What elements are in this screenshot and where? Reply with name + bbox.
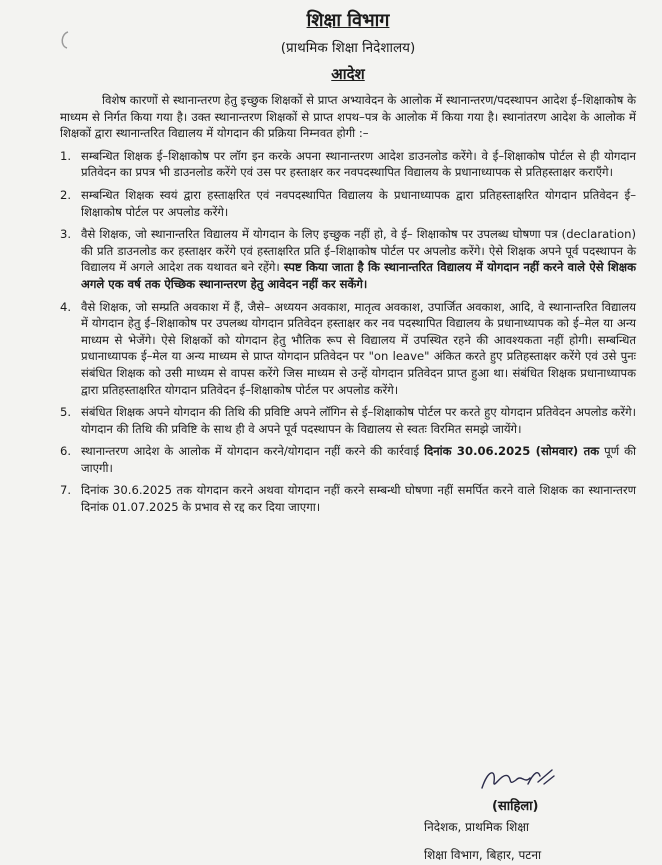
item-number: 1. <box>60 148 72 163</box>
list-item <box>60 404 636 437</box>
item-text: स्थानान्तरण आदेश के आलोक में योगदान करने/योगदान नहीं करने की कार्रवाई <box>81 444 420 459</box>
signatory-department: शिक्षा विभाग, बिहार, पटना <box>424 848 542 862</box>
item-number: 6. <box>60 444 72 459</box>
item-text: संबंधित शिक्षक अपने योगदान की तिथि की प्रविष्टि अपने लॉगिन से ई–शिक्षाकोष पोर्टल पर करते हुए योगदान प्रतिवेदन अपलोड करेंगे। योगदान की तिथि की प्रविष्टि के साथ ही वे अपने पूर्व पदस्थापन के विद्यालय से स्वतः विरमित समझे जायेंगे। <box>81 405 636 436</box>
order-heading: आदेश <box>331 65 365 83</box>
item-text: सम्बन्धित शिक्षक ई–शिक्षाकोष पर लॉग इन करके अपना स्थानान्तरण आदेश डाउनलोड करेंगे। वे ई–शिक्षाकोष पोर्टल से ही योगदान प्रतिवेदन का प्रपत्र भी डाउनलोड करेंगे एवं उस पर हस्ताक्षर कर नवपदस्थापित विद्यालय के प्रधानाध्यापक से प्रतिहस्ताक्षर कराएँगे। <box>81 148 636 180</box>
list-item <box>60 482 636 515</box>
procedure-list <box>60 148 636 516</box>
item-number: 2. <box>60 187 72 202</box>
list-item <box>60 148 636 181</box>
item-number: 7. <box>60 483 72 498</box>
handwritten-signature-icon <box>478 762 558 796</box>
department-title: शिक्षा विभाग <box>306 10 390 31</box>
list-item <box>60 299 636 399</box>
item-text: वैसे शिक्षक, जो सम्प्रति अवकाश में हैं, जैसे– अध्ययन अवकाश, मातृत्व अवकाश, उपार्जित अवकाश, आदि, वे स्थानान्तरित विद्यालय में योगदान हेतु ई–शिक्षाकोष पर उपलब्ध योगदान प्रतिवेदन हस्ताक्षर कर नव पदस्थापित विद्यालय के प्रधानाध्यापक को ई–मेल या अन्य माध्यम से भेजेंगे। ऐसे शिक्षकों को योगदान हेतु भौतिक रूप से विद्यालय में उपस्थित रहने की आवश्यकता नहीं होगी। सम्बन्धित प्रधानाध्यापक ई–मेल या अन्य माध्यम से प्राप्त योगदान प्रतिवेदन पर "on leave" अंकित करते हुए प्रतिहस्ताक्षर करेंगे एवं उसे पुनः संबंधित शिक्षक को उसी माध्यम से वापस करेंगे जिस माध्यम से उन्हें योगदान प्रतिवेदन प्राप्त हुआ था। संबंधित शिक्षक प्रधानाध्यापक द्वारा प्रतिहस्ताक्षरित योगदान प्रतिवेदन ई–शिक्षाकोष पोर्टल पर अपलोड करेंगे। <box>81 299 636 397</box>
item-text: सम्बन्धित शिक्षक स्वयं द्वारा हस्ताक्षरित एवं नवपदस्थापित विद्यालय के प्रधानाध्यापक द्वारा प्रतिहस्ताक्षरित योगदान प्रतिवेदन ई–शिक्षाकोष पोर्टल पर अपलोड करेंगे। <box>81 187 636 219</box>
item-tail-text: पूर्ण की जाएगी। <box>81 444 637 475</box>
list-item <box>60 226 636 292</box>
signatory-designation: निदेशक, प्राथमिक शिक्षा <box>424 820 530 834</box>
deadline-date: दिनांक 30.06.2025 (सोमवार) तक <box>424 444 600 459</box>
item-bold-text: स्पष्ट किया जाता है कि स्थानान्तरित विद्यालय में योगदान नहीं करने वाले ऐसे शिक्षक अगले एक वर्ष तक ऐच्छिक स्थानान्तरण हेतु आवेदन नहीं कर सकेंगे। <box>81 260 636 291</box>
intro-paragraph: विशेष कारणों से स्थानान्तरण हेतु इच्छुक शिक्षकों से प्राप्त अभ्यावेदन के आलोक में स्थानान्तरण/पदस्थापन आदेश ई–शिक्षाकोष के माध्यम से निर्गत किया गया है। उक्त स्थानान्तरण शिक्षकों से प्राप्त शपथ–पत्र के आलोक में किया गया है। स्थानांतरण आदेश के आलोक में शिक्षकों द्वारा स्थानान्तरित विद्यालय में योगदान की प्रक्रिया निम्नवत होगी :– <box>60 93 636 141</box>
list-item <box>60 187 636 220</box>
corner-mark-icon <box>58 30 72 50</box>
item-text: दिनांक 30.6.2025 तक योगदान करने अथवा योगदान नहीं करने सम्बन्धी घोषणा नहीं समर्पित करने वाले शिक्षक का स्थानान्तरण दिनांक 01.07.2025 के प्रभाव से रद्द कर दिया जाएगा। <box>81 483 636 515</box>
list-item <box>60 443 636 476</box>
item-number: 5. <box>60 405 72 420</box>
directorate-subtitle: (प्राथमिक शिक्षा निदेशालय) <box>280 40 416 56</box>
item-text: वैसे शिक्षक, जो स्थानान्तरित विद्यालय में योगदान के लिए इच्छुक नहीं हो, वे ई– शिक्षाकोष पर उपलब्ध घोषणा पत्र (declaration) की प्रति डाउनलोड कर हस्ताक्षर करेंगे एवं हस्ताक्षरित प्रति ई–शिक्षाकोष पोर्टल पर अपलोड करेंगे। ऐसे शिक्षक अपने पूर्व पदस्थापन के विद्यालय में अगले आदेश तक यथावत बने रहेंगे। <box>81 227 636 275</box>
signatory-name: (साहिला) <box>492 799 539 814</box>
item-number: 4. <box>60 299 72 314</box>
item-number: 3. <box>60 227 72 242</box>
